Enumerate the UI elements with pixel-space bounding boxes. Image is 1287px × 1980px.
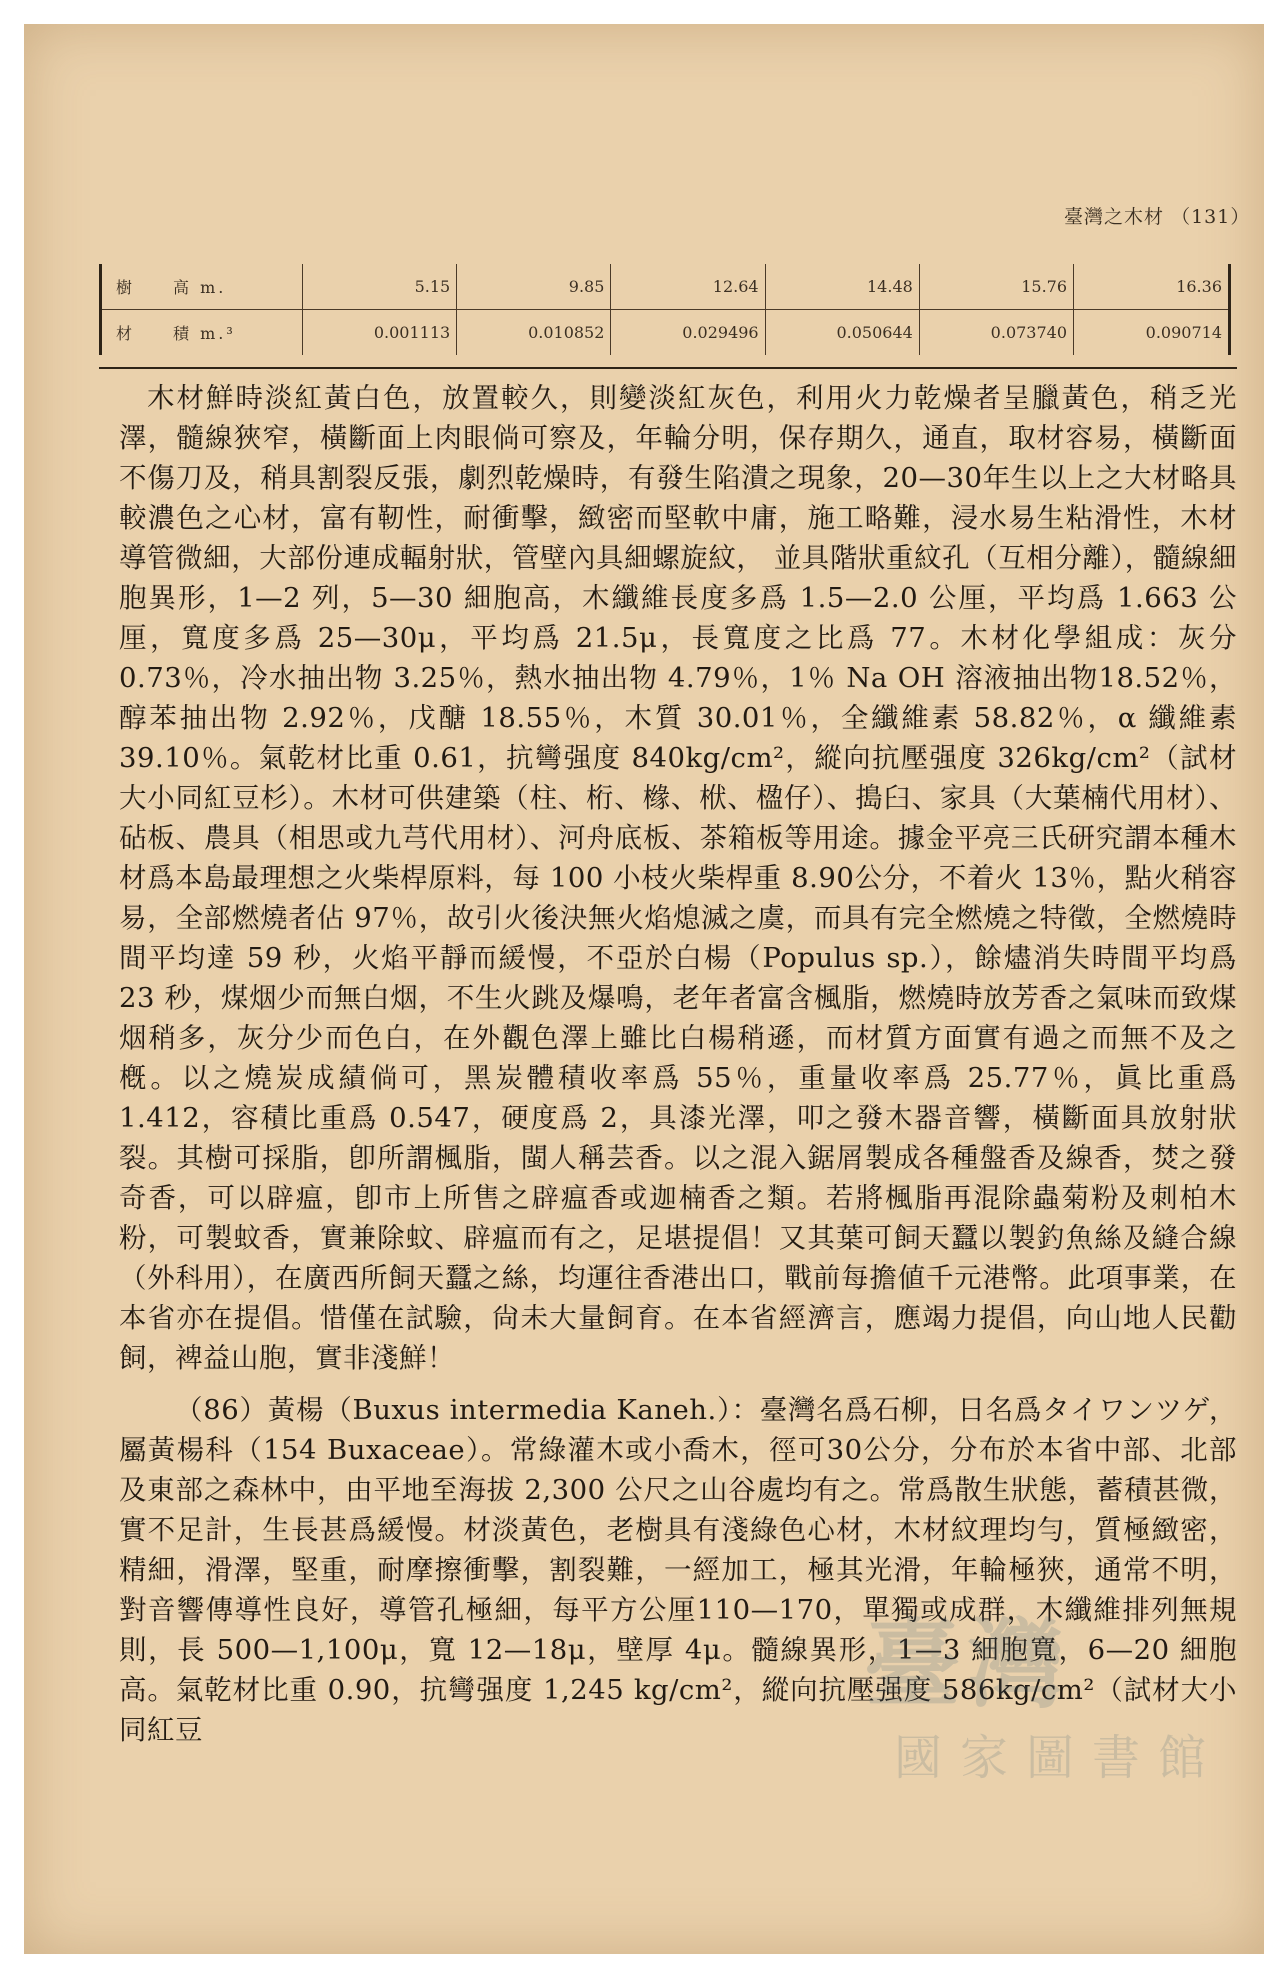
paragraph-timber-description: 木材鮮時淡紅黃白色，放置較久，則變淡紅灰色，利用火力乾燥者呈臘黃色，稍乏光澤，髓線狹窄，橫斷面上肉眼倘可察及，年輪分明，保存期久，通直，取材容易，橫斷面不傷刀及，稍具割裂反張，劇烈乾燥時，有發生陷潰之現象，20—30年生以上之大材略具較濃色之心材，富有靭性，耐衝擊，緻密而堅軟中庸，施工略難，浸水易生粘滑性，木材導管微細，大部份連成輻射狀，管壁內具細螺旋紋， 並具階狀重紋孔（互相分離），髓線細胞異形，1—2 列，5—30 細胞高，木纖維長度多爲 1.5—2.0 公厘，平均爲 1.663 公厘，寬度多爲 25—30μ，平均爲 21.5μ，長寬度之比爲 77。木材化學組成：灰分 0.73％，冷水抽出物 3.25％，熱水抽出物 4.79％，1％ Na OH 溶液抽出物18.52％，醇苯抽出物 2.92％，戊醣 18.55％，木質 30.01％，全纖維素 58.82％，α 纖維素 39.10％。氣乾材比重 0.61，抗彎强度 840kg/cm²，縱向抗壓强度 326kg/cm²（試材大小同紅豆杉）。木材可供建築（柱、桁、橼、栿、楹仔）、搗臼、家具（大葉楠代用材）、砧板、農具（相思或九芎代用材）、河舟底板、茶箱板等用途。據金平亮三氏研究謂本種木材爲本島最理想之火柴桿原料，每 100 小枝火柴桿重 8.90公分，不着火 13％，點火稍容易，全部燃燒者佔 97％，故引火後決無火焰熄滅之虞，而具有完全燃燒之特徵，全燃燒時間平均達 59 秒，火焰平靜而緩慢，不亞於白楊（Populus sp.），餘燼消失時間平均爲 23 秒，煤烟少而無白烟，不生火跳及爆鳴，老年者富含楓脂，燃燒時放芳香之氣味而致煤烟稍多，灰分少而色白，在外觀色澤上雖比白楊稍遜，而材質方面實有過之而無不及之槪。以之燒炭成績倘可，黑炭體積收率爲 55％，重量收率爲 25.77％，眞比重爲 1.412，容積比重爲 0.547，硬度爲 2，具漆光澤，叩之發木器音響，橫斷面具放射狀裂。其樹可採脂，卽所謂楓脂，閩人稱芸香。以之混入鋸屑製成各種盤香及線香，焚之發奇香，可以辟瘟，卽市上所售之辟瘟香或迦楠香之類。若將楓脂再混除蟲菊粉及刺柏木粉，可製蚊香，實兼除蚊、辟瘟而有之，足堪提倡！又其葉可飼天蠶以製釣魚絲及縫合線（外科用），在廣西所飼天蠶之絲，均運往香港出口，戰前每擔値千元港幣。此項事業，在本省亦在提倡。惜僅在試驗，尙未大量飼育。在本省經濟言，應竭力提倡，向山地人民勸飼，裨益山胞，實非淺鮮！ <box>119 382 1237 1374</box>
table-cell: 0.090714 <box>1074 310 1230 356</box>
watermark-line-2: 國家圖書館 <box>894 1730 1225 1786</box>
library-watermark <box>834 1569 1254 1799</box>
page-number: （131） <box>1171 206 1251 228</box>
paragraph-buxus-entry: （86）黃楊（Buxus intermedia Kaneh.）：臺灣名爲石柳，日名爲タイワンツゲ，屬黃楊科（154 Buxaceae）。常綠灌木或小喬木，徑可30公分，分布於本省中部、北部及東部之森林中，由平地至海拔 2,300 公尺之山谷處均有之。常爲散生狀態，蓄積甚微，實不足計，生長甚爲緩慢。材淡黃色，老樹具有淺綠色心材，木材紋理均勻，質極緻密，精細，滑澤，堅重，耐摩擦衝擊，割裂難，一經加工，極其光滑，年輪極狹，通常不明，對音響傳導性良好，導管孔極細，每平方公厘110—170，單獨或成群，木纖維排列無規則，長 500—1,100μ，寬 12—18μ，壁厚 4μ。髓線異形，1—3 細胞寬，6—20 細胞高。氣乾材比重 0.90，抗彎强度 1,245 kg/cm²，縱向抗壓强度 586kg/cm²（試材大小同紅豆 <box>119 1394 1237 1746</box>
table-row-label: 樹 高 m. <box>101 264 303 310</box>
body-text <box>119 378 1237 1750</box>
watermark-line-1: 臺灣 <box>864 1608 1072 1721</box>
growth-table <box>99 264 1231 355</box>
table-cell: 0.029496 <box>611 310 765 356</box>
table-cell: 5.15 <box>303 264 457 310</box>
scanned-page <box>24 24 1264 1954</box>
table-row-height <box>101 264 1230 310</box>
running-header <box>1064 202 1250 229</box>
table-cell: 16.36 <box>1074 264 1230 310</box>
table-bottom-rule <box>99 367 1237 369</box>
table-row-label: 材 積 m.³ <box>101 310 303 356</box>
running-header-title: 臺灣之木材 <box>1064 206 1165 228</box>
table-cell: 0.001113 <box>303 310 457 356</box>
table-cell: 0.050644 <box>765 310 919 356</box>
table-cell: 9.85 <box>457 264 611 310</box>
table-cell: 14.48 <box>765 264 919 310</box>
table-cell: 0.010852 <box>457 310 611 356</box>
table-cell: 12.64 <box>611 264 765 310</box>
table-row-volume <box>101 310 1230 356</box>
table-cell: 15.76 <box>919 264 1073 310</box>
table-cell: 0.073740 <box>919 310 1073 356</box>
